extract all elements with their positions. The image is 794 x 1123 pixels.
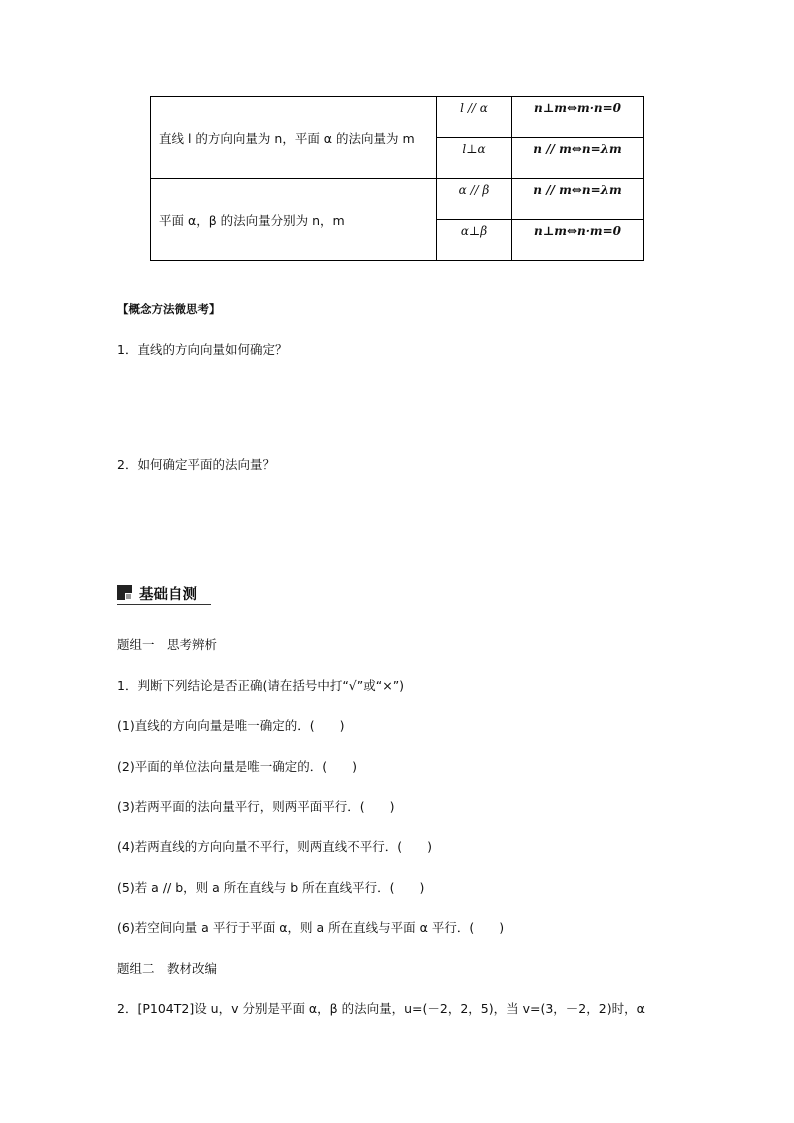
vector-relation-table	[150, 96, 644, 261]
judge-item: (5)若 a // b，则 a 所在直线与 b 所在直线平行．( )	[117, 880, 425, 895]
table-condition: n⊥m⇔m·n=0	[512, 97, 644, 138]
square-icon	[117, 585, 132, 600]
table-relation: l⊥α	[437, 138, 512, 179]
table-relation: α⊥β	[437, 220, 512, 261]
table-condition: n // m⇔n=λm	[512, 179, 644, 220]
judge-item: (1)直线的方向向量是唯一确定的．( )	[117, 718, 345, 733]
concept-question-1: 1．直线的方向向量如何确定？	[117, 342, 288, 357]
section-title: 基础自测	[139, 587, 197, 603]
table-relation: α // β	[437, 179, 512, 220]
table-desc-line-plane: 直线 l 的方向向量为 n，平面 α 的法向量为 m	[151, 97, 437, 179]
concept-heading: 【概念方法微思考】	[117, 302, 221, 316]
table-condition: n // m⇔n=λm	[512, 138, 644, 179]
judge-item: (6)若空间向量 a 平行于平面 α，则 a 所在直线与平面 α 平行．( )	[117, 920, 505, 935]
judge-item: (3)若两平面的法向量平行，则两平面平行．( )	[117, 799, 395, 814]
table-condition: n⊥m⇔n·m=0	[512, 220, 644, 261]
table-relation: l // α	[437, 97, 512, 138]
concept-question-2: 2．如何确定平面的法向量？	[117, 457, 275, 472]
judge-item: (4)若两直线的方向向量不平行，则两直线不平行．( )	[117, 839, 432, 854]
table-desc-plane-plane: 平面 α，β 的法向量分别为 n，m	[151, 179, 437, 261]
group-1-title: 题组一 思考辨析	[117, 637, 218, 652]
question-2: 2．[P104T2]设 u，v 分别是平面 α，β 的法向量，u=(－2，2，5)，当 v=(3，－2，2)时，α	[117, 1001, 645, 1016]
question-1: 1．判断下列结论是否正确(请在括号中打“√”或“×”)	[117, 678, 405, 693]
judge-item: (2)平面的单位法向量是唯一确定的．( )	[117, 759, 357, 774]
group-2-title: 题组二 教材改编	[117, 961, 218, 976]
section-header	[117, 582, 211, 605]
